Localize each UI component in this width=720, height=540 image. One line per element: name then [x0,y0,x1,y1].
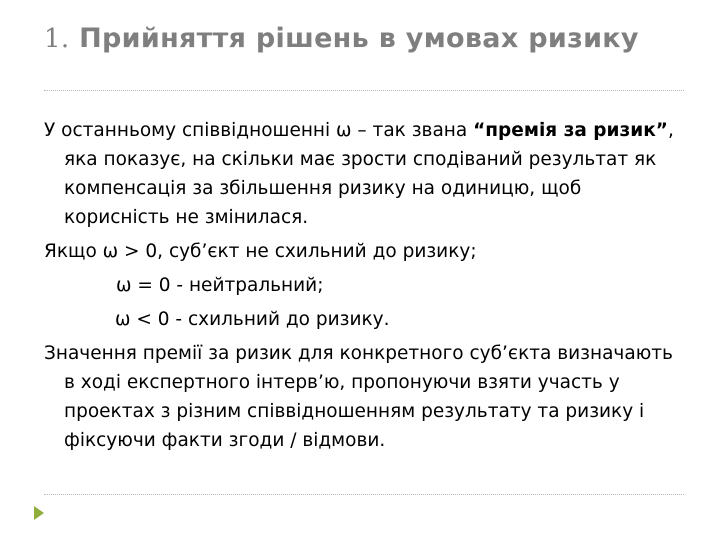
condition-negative: ω < 0 - схильний до ризику. [115,309,390,330]
title-number: 1. [44,24,70,54]
condition-positive: Якщо ω > 0, суб’єкт не схильний до ризику; [44,241,477,262]
paragraph-risk-premium [44,116,684,232]
bottom-divider [44,494,684,495]
triangle-right-icon [34,506,44,520]
slide-body [44,116,684,460]
slide-title [44,22,684,56]
p1-bold-term: “премія за ризик” [473,120,668,141]
top-divider [44,90,684,91]
p1-text-start: У останньому співвідношенні ω – так звана [44,120,474,141]
p1-text-end: , яка показує, на скільки має зрости сподіваний результат як компенсація за збільшення ризику на одиницю, щоб корисність не змінилася. [64,120,674,228]
paragraph-expert-interview: Значення премії за ризик для конкретного суб’єкта визначають в ході експертного інтерв’ю, пропонуючи взяти участь у проектах з різним співвідношенням результату та ризику і фіксуючи факти згоди / відмови. [44,343,673,451]
title-text: Прийняття рішень в умовах ризику [79,23,639,54]
condition-zero: ω = 0 - нейтральний; [116,275,324,296]
